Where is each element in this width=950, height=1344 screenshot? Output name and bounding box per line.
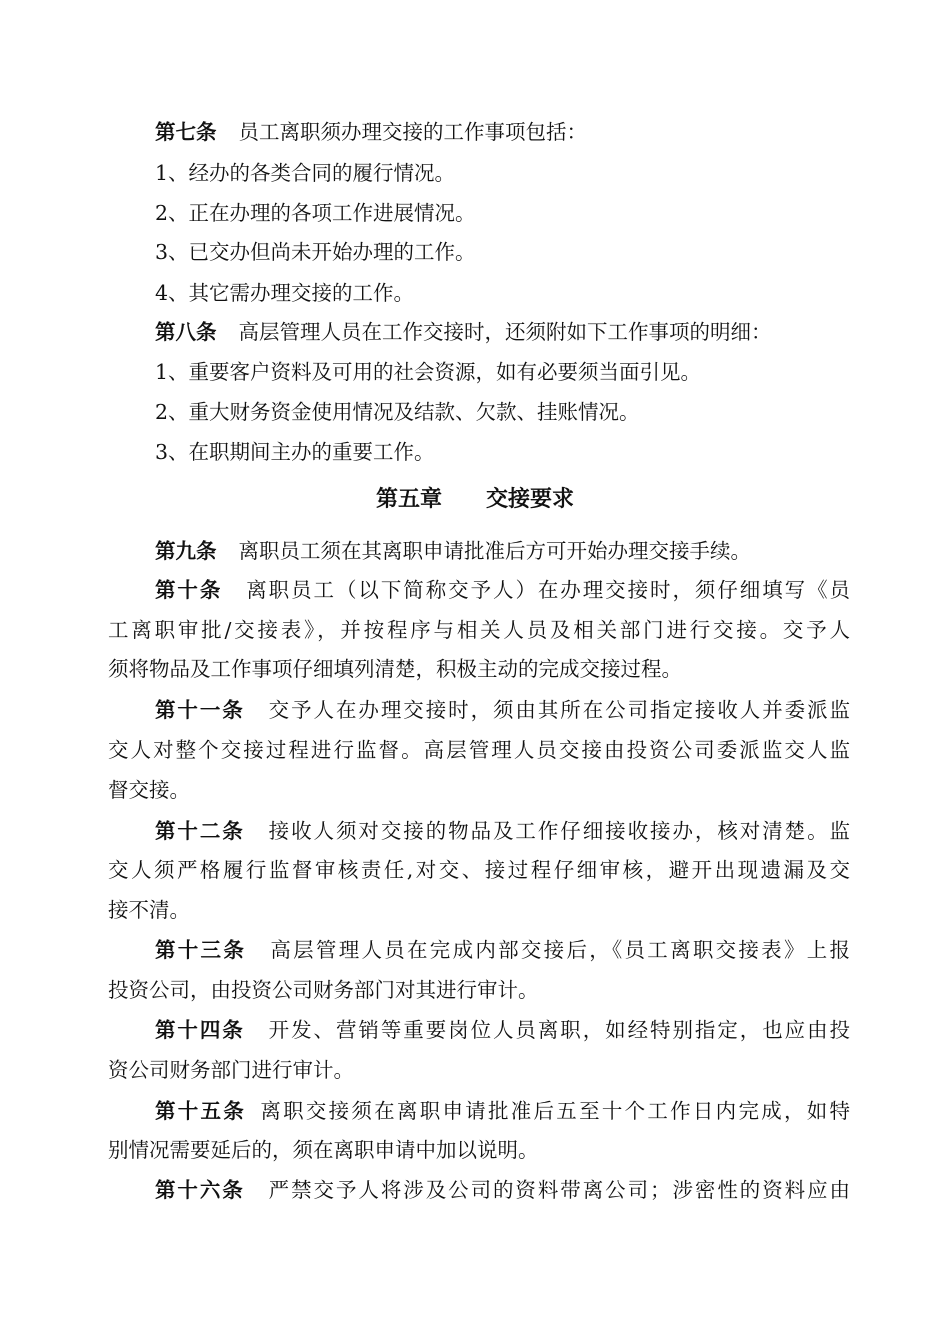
article-10-line-3: 须将物品及工作事项仔细填列清楚，积极主动的完成交接过程。 [108,657,682,681]
article-8-heading [155,320,772,344]
article-text: 严禁交予人将涉及公司的资料带离公司；涉密性的资料应由 [266,1178,850,1202]
article-label: 第十三条 [155,938,247,962]
article-11-line-2: 交人对整个交接过程进行监督。高层管理人员交接由投资公司委派监交人监 [108,738,850,762]
article-text: 高层管理人员在工作交接时，还须附如下工作事项的明细： [238,320,772,344]
article-9 [155,539,751,563]
article-7-heading [155,120,587,144]
article-text: 员工离职须办理交接的工作事项包括： [238,120,587,144]
article-14-line-2: 资公司财务部门进行审计。 [108,1058,354,1082]
article-15-line-2: 别情况需要延后的，须在离职申请中加以说明。 [108,1138,539,1162]
article-label: 第十条 [155,578,223,602]
article-label: 第十一条 [155,698,245,722]
article-label: 第十六条 [155,1178,245,1202]
list-item: 1、经办的各类合同的履行情况。 [155,161,456,185]
article-label: 第十五条 [155,1099,247,1123]
article-10-line-2: 工离职审批/交接表》，并按程序与相关人员及相关部门进行交接。交予人 [108,618,850,642]
list-item: 3、在职期间主办的重要工作。 [155,440,435,464]
article-12-line-1 [155,819,850,843]
article-label: 第八条 [155,320,217,344]
article-16-line-1 [155,1178,850,1202]
article-text: 离职交接须在离职申请批准后五至十个工作日内完成，如特 [258,1099,851,1123]
list-item: 2、正在办理的各项工作进展情况。 [155,201,476,225]
article-text: 交予人在办理交接时，须由其所在公司指定接收人并委派监 [266,698,850,722]
list-item: 1、重要客户资料及可用的社会资源，如有必要须当面引见。 [155,360,702,384]
article-text: 高层管理人员在完成内部交接后，《员工离职交接表》上报 [268,938,851,962]
article-12-line-3: 接不清。 [108,898,190,922]
article-13-line-2: 投资公司，由投资公司财务部门对其进行审计。 [108,978,539,1002]
article-text: 离职员工须在其离职申请批准后方可开始办理交接手续。 [238,539,751,563]
article-12-line-2: 交人须严格履行监督审核责任,对交、接过程仔细审核，避开出现遗漏及交 [108,858,850,882]
list-item: 4、其它需办理交接的工作。 [155,281,415,305]
chapter-heading [0,487,950,513]
article-13-line-1 [155,938,850,962]
article-15-line-1 [155,1099,850,1123]
list-item: 3、已交办但尚未开始办理的工作。 [155,240,476,264]
chapter-title: 交接要求 [486,487,575,512]
article-label: 第七条 [155,120,217,144]
chapter-number: 第五章 [375,487,442,512]
article-11-line-1 [155,698,850,722]
article-text: 开发、营销等重要岗位人员离职，如经特别指定，也应由投 [266,1018,850,1042]
article-text: 离职员工（以下简称交予人）在办理交接时，须仔细填写《员 [244,578,851,602]
article-label: 第十四条 [155,1018,245,1042]
article-label: 第九条 [155,539,217,563]
article-label: 第十二条 [155,819,245,843]
article-10-line-1 [155,578,850,602]
list-item: 2、重大财务资金使用情况及结款、欠款、挂账情况。 [155,400,640,424]
article-text: 接收人须对交接的物品及工作仔细接收接办，核对清楚。监 [266,819,850,843]
article-14-line-1 [155,1018,850,1042]
article-11-line-3: 督交接。 [108,778,190,802]
